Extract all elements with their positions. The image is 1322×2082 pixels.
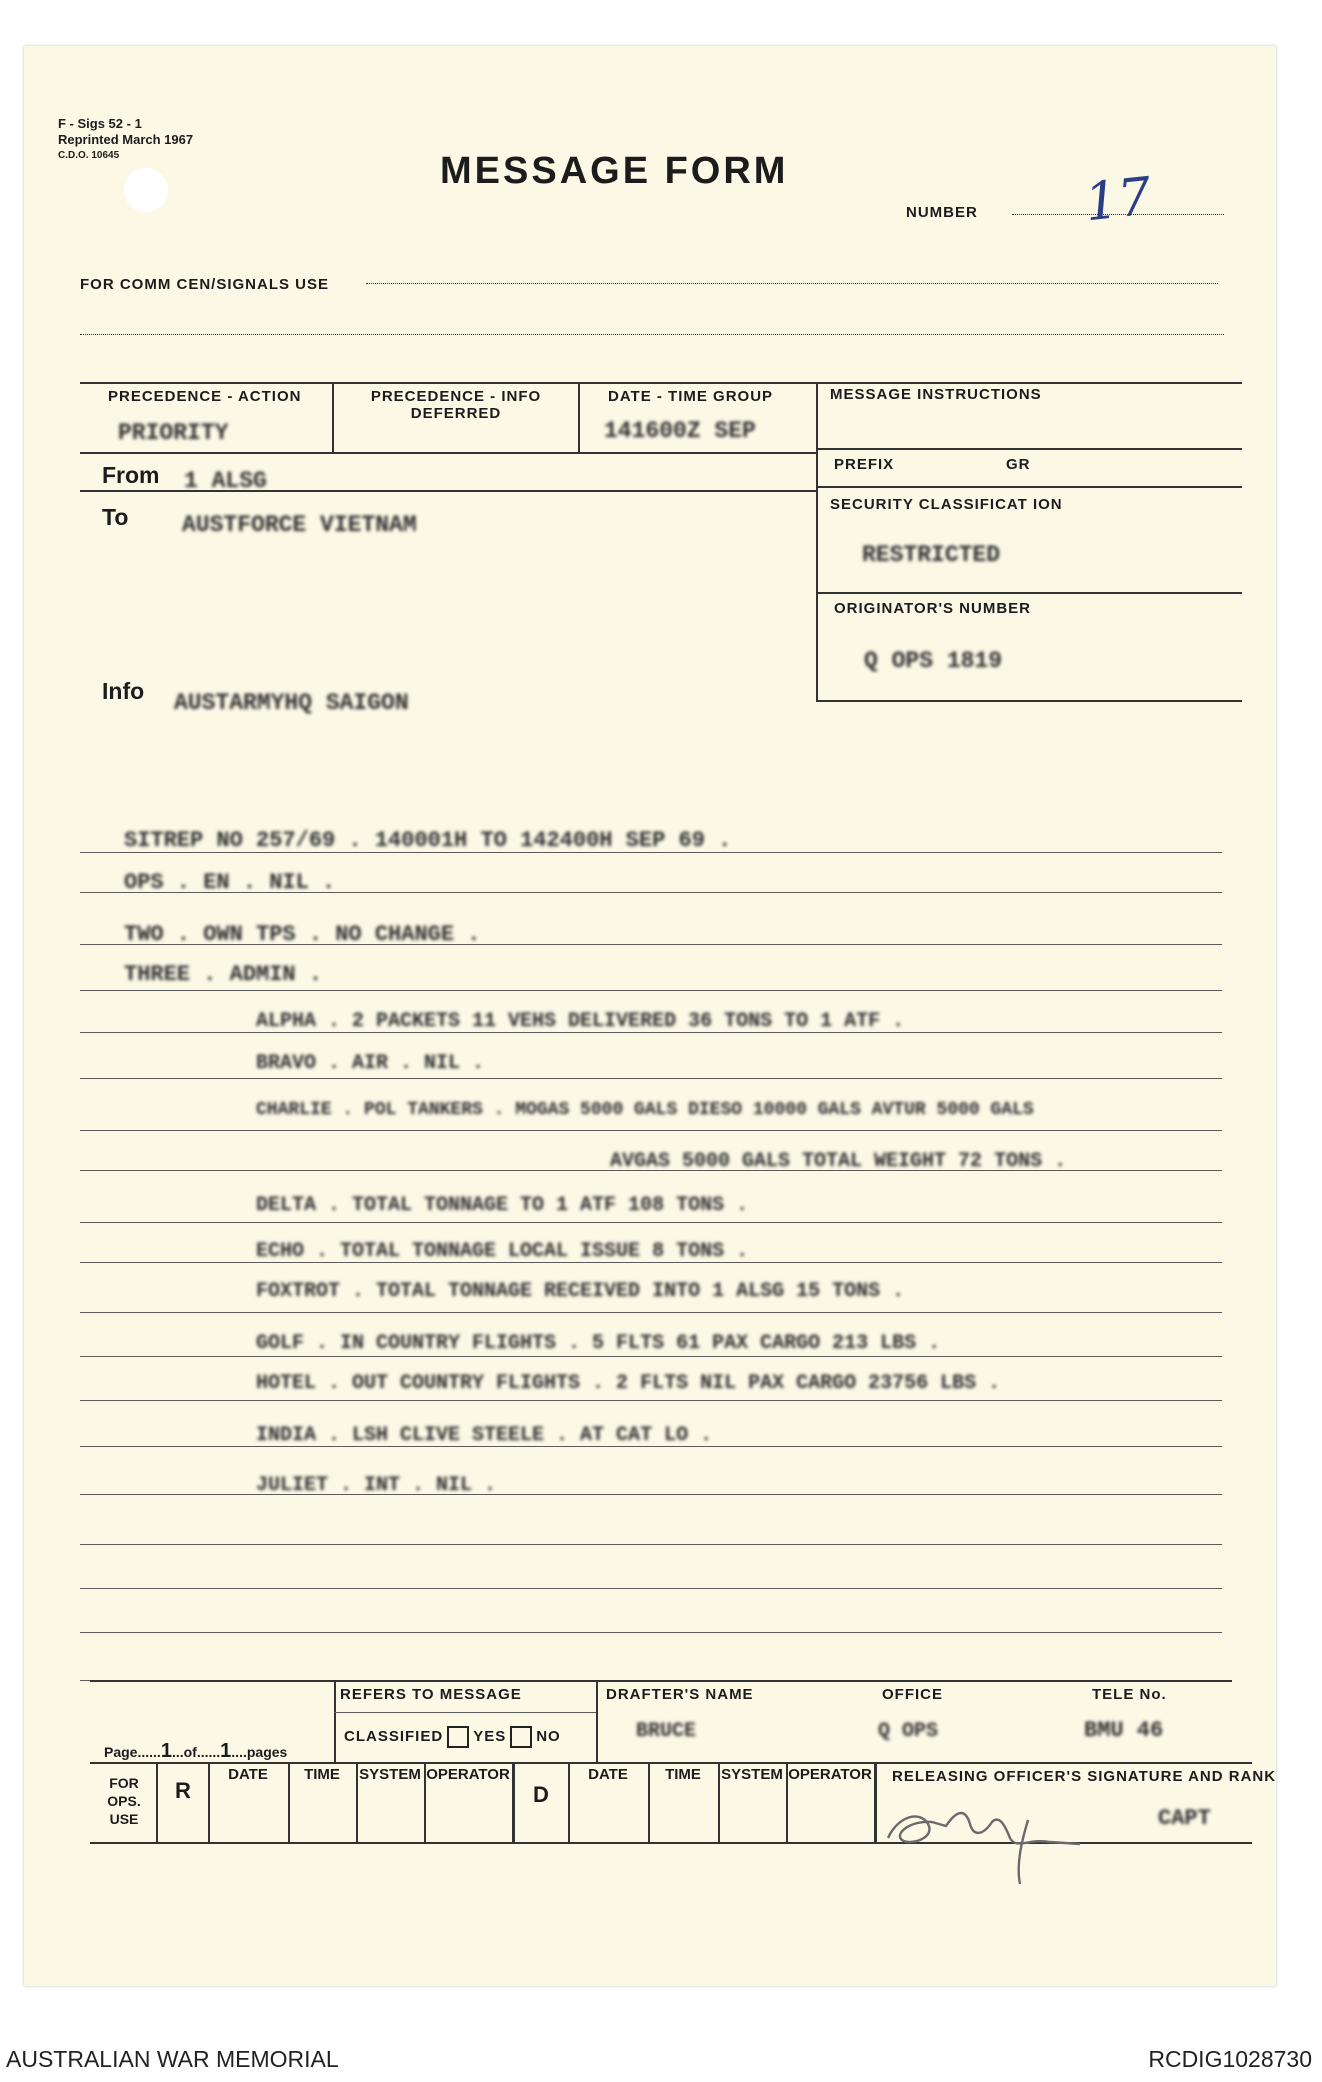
page-text: Page [104, 1744, 138, 1760]
yes-label: YES [473, 1727, 507, 1745]
info-label: Info [102, 678, 145, 704]
dtg-label: DATE - TIME GROUP [608, 388, 774, 405]
form-code-line3: C.D.O. 10645 [58, 150, 120, 161]
releasing-officer-label: RELEASING OFFICER'S SIGNATURE AND RANK [892, 1768, 1277, 1785]
system-label-d: SYSTEM [721, 1766, 783, 1783]
comm-cen-label: FOR COMM CEN/SIGNALS USE [80, 276, 330, 293]
instructions-left-rule [816, 382, 818, 702]
body-rule [80, 1544, 1222, 1545]
message-line-charlie-cont: AVGAS 5000 GALS TOTAL WEIGHT 72 TONS . [610, 1150, 1067, 1173]
form-code [58, 116, 193, 164]
message-line-golf: GOLF . IN COUNTRY FLIGHTS . 5 FLTS 61 PAX CARGO 213 LBS . [256, 1332, 941, 1355]
r-label: R [175, 1778, 191, 1803]
message-line-3: TWO . OWN TPS . NO CHANGE . [124, 922, 481, 947]
originator-rule [816, 700, 1242, 702]
date-label-d: DATE [588, 1766, 628, 1783]
originator-label: ORIGINATOR'S NUMBER [834, 600, 1032, 617]
to-value: AUSTFORCE VIETNAM [182, 512, 417, 538]
header-divider-1 [332, 382, 334, 452]
precedence-info-label-line1: PRECEDENCE - INFO [370, 388, 542, 405]
classified-field [344, 1726, 561, 1748]
pages-total: 1 [220, 1740, 232, 1762]
classified-yes-checkbox[interactable] [447, 1726, 469, 1748]
from-label: From [102, 462, 160, 488]
bottom-top-rule [90, 1680, 1232, 1682]
body-rule [80, 1494, 1222, 1495]
body-rule [80, 1356, 1222, 1357]
form-code-line1: F - Sigs 52 - 1 [58, 116, 142, 131]
precedence-info-label-line2: DEFERRED [410, 405, 502, 422]
ops-col-rule [874, 1762, 877, 1842]
tele-label: TELE No. [1092, 1686, 1167, 1703]
form-title: MESSAGE FORM [440, 150, 789, 192]
security-label: SECURITY CLASSIFICAT ION [830, 496, 1063, 513]
message-line-1: SITREP NO 257/69 . 140001H TO 142400H SEP 69 . [124, 828, 732, 853]
page-count: Page......1...of......1....pages [104, 1740, 288, 1762]
precedence-info-label [340, 388, 572, 422]
releasing-officer-rank: CAPT [1158, 1806, 1211, 1831]
gr-label: GR [1006, 456, 1031, 473]
comm-cen-dotted-line-2 [80, 334, 1224, 335]
drafter-label: DRAFTER'S NAME [606, 1686, 754, 1703]
body-rule [80, 1632, 1222, 1633]
classified-no-checkbox[interactable] [510, 1726, 532, 1748]
operator-label-r: OPERATOR [426, 1766, 510, 1783]
precedence-action-value: PRIORITY [118, 420, 229, 446]
date-label-r: DATE [228, 1766, 268, 1783]
refers-label: REFERS TO MESSAGE [340, 1686, 522, 1703]
page-num: 1 [160, 1740, 172, 1762]
operator-label-d: OPERATOR [788, 1766, 872, 1783]
prefix-label: PREFIX [834, 456, 895, 473]
message-line-foxtrot: FOXTROT . TOTAL TONNAGE RECEIVED INTO 1 ALSG 15 TONS . [256, 1280, 905, 1303]
releasing-officer-signature [880, 1780, 1120, 1890]
footer-record-id: RCDIG1028730 [1148, 2046, 1312, 2072]
body-rule [80, 1312, 1222, 1313]
info-value: AUSTARMYHQ SAIGON [174, 690, 409, 716]
tele-value: BMU 46 [1084, 1718, 1164, 1743]
number-label: NUMBER [906, 204, 978, 221]
security-value: RESTRICTED [862, 542, 1001, 568]
originator-value: Q OPS 1819 [864, 648, 1003, 674]
refers-rule [334, 1712, 596, 1713]
for-ops-line3: USE [109, 1811, 139, 1827]
form-code-line2: Reprinted March 1967 [58, 132, 194, 147]
refers-left-rule [334, 1680, 336, 1762]
body-rule [80, 990, 1222, 991]
for-ops-line1: FOR [109, 1775, 139, 1791]
body-rule [80, 1222, 1222, 1223]
for-ops-line2: OPS. [107, 1793, 141, 1809]
prefix-rule [816, 486, 1242, 488]
instructions-rule [816, 448, 1242, 450]
d-label: D [533, 1782, 549, 1807]
office-value: Q OPS [878, 1720, 939, 1743]
message-line-charlie: CHARLIE . POL TANKERS . MOGAS 5000 GALS DIESO 10000 GALS AVTUR 5000 GALS [256, 1100, 1034, 1120]
body-rule [80, 1400, 1222, 1401]
message-line-hotel: HOTEL . OUT COUNTRY FLIGHTS . 2 FLTS NIL PAX CARGO 23756 LBS . [256, 1372, 1001, 1395]
header-top-rule [80, 382, 1242, 384]
time-label-r: TIME [304, 1766, 340, 1783]
security-rule [816, 592, 1242, 594]
message-line-bravo: BRAVO . AIR . NIL . [256, 1052, 485, 1075]
dtg-value: 141600Z SEP [604, 418, 756, 444]
from-value: 1 ALSG [184, 468, 267, 494]
pages-text: pages [246, 1744, 288, 1760]
of-text: of [183, 1744, 197, 1760]
message-line-juliet: JULIET . INT . NIL . [256, 1474, 497, 1497]
office-label: OFFICE [882, 1686, 943, 1703]
no-label: NO [536, 1727, 561, 1745]
message-line-echo: ECHO . TOTAL TONNAGE LOCAL ISSUE 8 TONS . [256, 1240, 749, 1263]
time-label-d: TIME [665, 1766, 701, 1783]
classified-label: CLASSIFIED [344, 1727, 444, 1745]
for-ops-use-label [92, 1774, 156, 1828]
drafter-value: BRUCE [636, 1720, 697, 1743]
message-line-2: OPS . EN . NIL . [124, 870, 336, 895]
header-mid-rule [80, 452, 818, 454]
footer-archive-name: AUSTRALIAN WAR MEMORIAL [6, 2046, 339, 2072]
precedence-action-label: PRECEDENCE - ACTION [108, 388, 302, 405]
message-line-alpha: ALPHA . 2 PACKETS 11 VEHS DELIVERED 36 TONS TO 1 ATF . [256, 1010, 905, 1033]
message-instructions-label: MESSAGE INSTRUCTIONS [830, 386, 1042, 403]
body-rule [80, 1130, 1222, 1131]
message-line-4: THREE . ADMIN . [124, 962, 323, 987]
to-label: To [102, 504, 129, 530]
body-rule [80, 1588, 1222, 1589]
message-line-delta: DELTA . TOTAL TONNAGE TO 1 ATF 108 TONS . [256, 1194, 749, 1217]
header-divider-2 [578, 382, 580, 452]
number-value: 17 [1082, 166, 1155, 234]
comm-cen-dotted-line [366, 283, 1218, 284]
punch-hole [124, 168, 168, 212]
message-line-india: INDIA . LSH CLIVE STEELE . AT CAT LO . [256, 1424, 713, 1447]
drafter-left-rule [596, 1680, 598, 1762]
system-label-r: SYSTEM [359, 1766, 421, 1783]
body-rule [80, 1078, 1222, 1079]
